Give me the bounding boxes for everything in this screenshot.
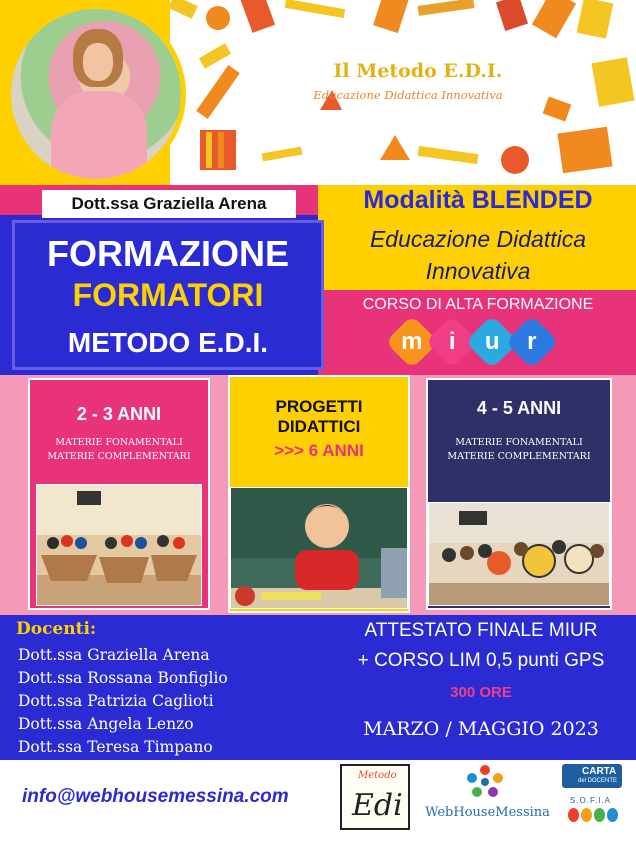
teacher-item: Dott.ssa Graziella Arena xyxy=(18,646,210,664)
teacher-item: Dott.ssa Teresa Timpano xyxy=(18,738,213,756)
course-dates: MARZO / MAGGIO 2023 xyxy=(363,718,599,740)
edi-logo-title: Il Metodo E.D.I. xyxy=(333,60,503,82)
course-type: CORSO DI ALTA FORMAZIONE xyxy=(362,296,594,313)
miur-logo xyxy=(392,318,552,366)
classroom-photo xyxy=(36,484,202,606)
teacher-item: Dott.ssa Rossana Bonfiglio xyxy=(18,669,228,687)
edi-logo-small-text: Metodo xyxy=(358,770,397,781)
teachers-label: Docenti: xyxy=(16,619,97,639)
photo-body xyxy=(51,91,147,184)
teacher-item: Dott.ssa Angela Lenzo xyxy=(18,715,194,733)
education-line2: Innovativa xyxy=(425,258,531,284)
presenter-name: Dott.ssa Graziella Arena xyxy=(42,190,296,218)
card-age-highlight: >>> 6 ANNI xyxy=(274,441,364,460)
card-subject-1: MATERIE FONAMENTALI xyxy=(455,437,583,448)
classroom-photo xyxy=(428,502,610,606)
education-line1: Educazione Didattica xyxy=(369,226,587,252)
miur-letter: u xyxy=(484,327,500,355)
miur-letter: r xyxy=(527,328,537,355)
student-photo xyxy=(230,487,408,609)
miur-letter-r xyxy=(505,315,559,369)
course-hours: 300 ORE xyxy=(450,684,512,701)
card-title-line2: DIDATTICI xyxy=(277,417,361,436)
certificate-line2: + CORSO LIM 0,5 punti GPS xyxy=(357,650,605,671)
teacher-item: Dott.ssa Patrizia Caglioti xyxy=(18,692,214,710)
card-subject-1: MATERIE FONAMENTALI xyxy=(55,437,183,448)
card-title: 4 - 5 ANNI xyxy=(476,398,562,418)
contact-email-link[interactable]: info@webhousemessina.com xyxy=(22,786,289,807)
miur-letter: i xyxy=(448,327,456,355)
card-age-4-5 xyxy=(426,378,612,610)
children-boats-photo xyxy=(37,485,202,606)
certificate-line1: ATTESTATO FINALE MIUR xyxy=(364,620,598,641)
course-title-box xyxy=(12,220,324,370)
miur-letter: m xyxy=(401,328,423,355)
smiling-boy-photo xyxy=(231,488,408,609)
sofia-dot xyxy=(607,808,618,822)
edi-logo xyxy=(340,764,410,830)
edi-logo-subtitle: Educazione Didattica Innovativa xyxy=(313,88,503,102)
webhousemessina-logo-icon xyxy=(460,762,510,802)
presenter-photo xyxy=(6,4,186,184)
sofia-dot xyxy=(594,808,605,822)
sofia-logo-icon xyxy=(568,808,618,822)
course-title-line1: FORMAZIONE xyxy=(47,233,289,274)
card-progetti-didattici xyxy=(228,375,410,613)
sofia-dot xyxy=(568,808,579,822)
card-subject-2: MATERIE COMPLEMENTARI xyxy=(447,451,591,462)
course-title-line3: METODO E.D.I. xyxy=(67,327,269,358)
photo-face xyxy=(83,43,113,81)
card-title-line1: PROGETTI xyxy=(275,397,363,416)
course-title-line2: FORMATORI xyxy=(72,277,264,313)
edi-logo-big-text: Edi xyxy=(352,788,403,823)
carta-docente-sub: del DOCENTE xyxy=(578,778,618,784)
card-subject-2: MATERIE COMPLEMENTARI xyxy=(47,451,191,462)
card-title: 2 - 3 ANNI xyxy=(76,404,162,424)
carta-docente-title: CARTA xyxy=(582,766,617,777)
webhousemessina-logo-text: WebHouseMessina xyxy=(425,805,550,820)
sofia-dot xyxy=(581,808,592,822)
sofia-logo-text: S.O.F.I.A xyxy=(570,796,612,805)
card-age-2-3 xyxy=(28,378,210,610)
modality-title: Modalità BLENDED xyxy=(363,186,593,214)
children-activity-photo xyxy=(429,503,610,606)
